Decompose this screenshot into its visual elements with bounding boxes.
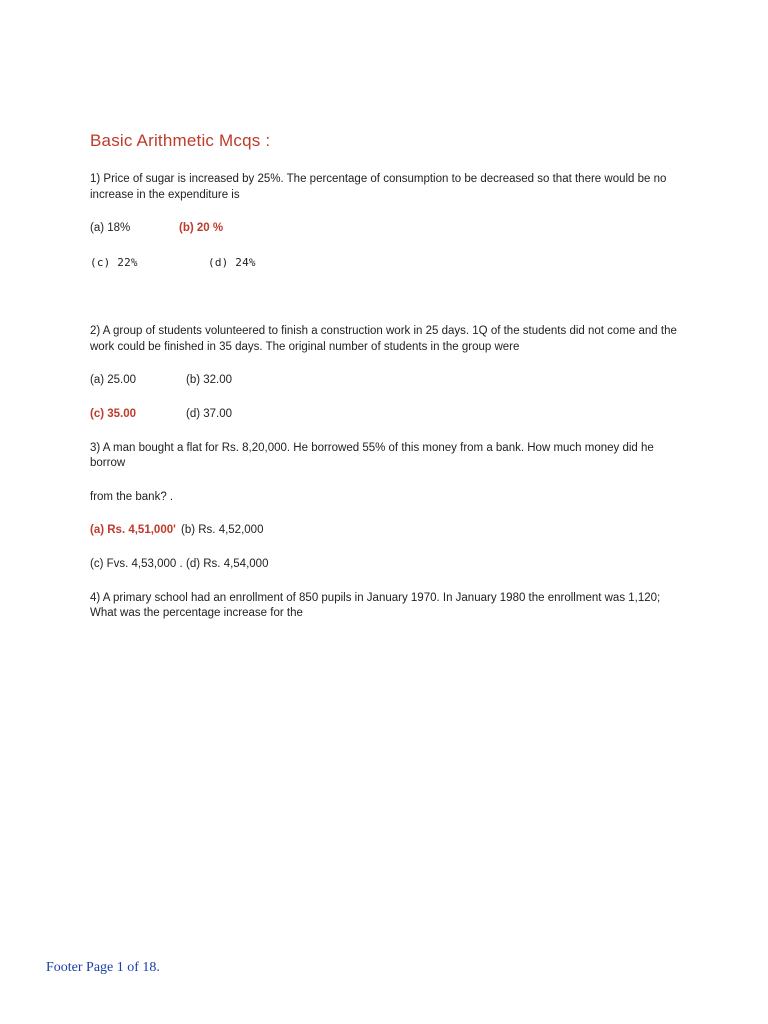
question-1-option-a: (a) 18% bbox=[90, 222, 131, 234]
question-3-option-c: (c) Fvs. 4,53,000 . bbox=[90, 558, 183, 570]
question-3-line-2: borrow bbox=[90, 457, 126, 469]
question-3-option-b: (b) Rs. 4,52,000 bbox=[181, 524, 264, 536]
question-3-line-3: from the bank? . bbox=[90, 491, 174, 503]
question-2-option-a: (a) 25.00 bbox=[90, 374, 137, 386]
question-4-line-1: 4) A primary school had an enrollment of 850 pupils in January 1970. In January 1980 the enrollment was 1,120; bbox=[90, 592, 661, 604]
question-2-option-b: (b) 32.00 bbox=[186, 374, 233, 386]
page-footer: Footer Page 1 of 18. bbox=[46, 960, 160, 975]
question-2-option-c-answer: (c) 35.00 bbox=[90, 408, 137, 420]
question-4-line-2: What was the percentage increase for the bbox=[90, 607, 303, 619]
question-1-line-2: increase in the expenditure is bbox=[90, 189, 240, 201]
question-1-option-b-answer: (b) 20 % bbox=[179, 222, 224, 234]
question-1-option-c: (c) 22% bbox=[90, 256, 138, 269]
question-1-line-1: 1) Price of sugar is increased by 25%. The percentage of consumption to be decreased so that there would be no bbox=[90, 173, 667, 185]
question-3-line-1: 3) A man bought a flat for Rs. 8,20,000. He borrowed 55% of this money from a bank. How much money did he bbox=[90, 442, 654, 454]
question-2-line-2: work could be finished in 35 days. The original number of students in the group were bbox=[90, 341, 520, 353]
question-3-option-a-answer: (a) Rs. 4,51,000' bbox=[90, 524, 176, 536]
question-1-option-d: (d) 24% bbox=[208, 256, 256, 269]
question-2-line-1: 2) A group of students volunteered to finish a construction work in 25 days. 1Q of the students did not come and the bbox=[90, 325, 677, 337]
page-title: Basic Arithmetic Mcqs : bbox=[90, 131, 271, 150]
question-2-option-d: (d) 37.00 bbox=[186, 408, 233, 420]
question-3-option-d: (d) Rs. 4,54,000 bbox=[186, 558, 269, 570]
